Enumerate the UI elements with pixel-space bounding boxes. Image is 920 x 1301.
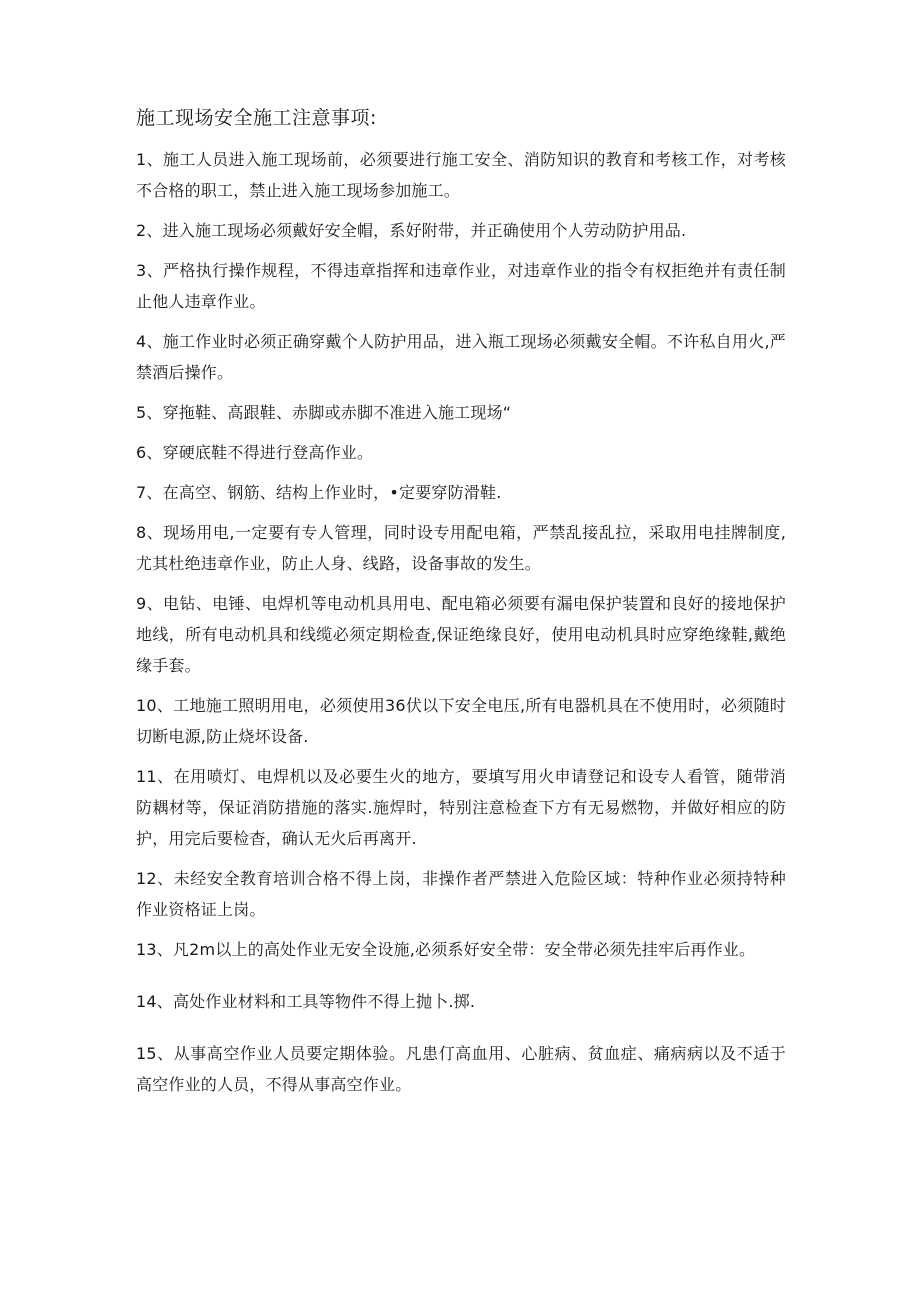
rule-item-9: 9、电钻、电锤、电焊机等电动机具用电、配电箱必须要有漏电保护装置和良好的接地保护地线，所有电动机具和线缆必须定期检查,保证绝缘良好，使用电动机具时应穿绝缘鞋,戴绝缘手套。 [136, 594, 786, 675]
rule-item-7: 7、在高空、钢筋、结构上作业时，•定要穿防滑鞋. [136, 483, 502, 502]
rule-item-4: 4、施工作业时必须正确穿戴个人防护用品，进入瓶工现场必须戴安全帽。不许私自用火,严禁酒后操作。 [136, 332, 786, 382]
rule-item-15: 15、从事高空作业人员要定期体验。凡患仃高血用、心脏病、贫血症、痛病病以及不适于高空作业的人员，不得从事高空作业。 [136, 1044, 786, 1094]
document-body [136, 104, 786, 1109]
rule-item-10: 10、工地施工照明用电，必须使用36伏以下安全电压,所有电器机具在不使用时，必须随时切断电源,防止烧坏设备. [136, 696, 786, 746]
rule-item-13: 13、凡2m以上的高处作业无安全设施,必须系好安全带：安全带必须先挂牢后再作业。 [136, 940, 756, 959]
rule-item-12: 12、未经安全教育培训合格不得上岗，非操作者严禁进入危险区域：特种作业必须持特种作业资格证上岗。 [136, 869, 786, 919]
safety-rules-list [136, 144, 786, 1100]
rule-item-8: 8、现场用电,一定要有专人管理，同时设专用配电箱，严禁乱接乱拉，采取用电挂牌制度,尤其杜绝违章作业，防止人身、线路，设备事故的发生。 [136, 523, 786, 573]
rule-item-14: 14、高处作业材料和工具等物件不得上抛卜.掷. [136, 992, 476, 1011]
rule-item-6: 6、穿硬底鞋不得进行登高作业。 [136, 443, 374, 462]
rule-item-1: 1、施工人员进入施工现场前，必须要进行施工安全、消防知识的教育和考核工作，对考核不合格的职工，禁止进入施工现场参加施工。 [136, 150, 786, 200]
rule-item-3: 3、严格执行操作规程，不得违章指挥和违章作业，对违章作业的指令有权拒绝并有责任制止他人违章作业。 [136, 261, 786, 311]
rule-item-11: 11、在用喷灯、电焊机以及必要生火的地方，要填写用火申请登记和设专人看管，随带消防耦材等，保证消防措施的落实.施焊时，特别注意检查下方有无易燃物，并做好相应的防护，用完后要检杳，确认无火后再离开. [136, 767, 786, 848]
rule-item-2: 2、进入施工现场必须戴好安全帽，系好附带，并正确使用个人劳动防护用品. [136, 221, 687, 240]
rule-item-5: 5、穿拖鞋、高跟鞋、赤脚或赤脚不准进入施工现场“ [136, 403, 512, 422]
document-title: 施工现场安全施工注意事项: [136, 107, 377, 129]
